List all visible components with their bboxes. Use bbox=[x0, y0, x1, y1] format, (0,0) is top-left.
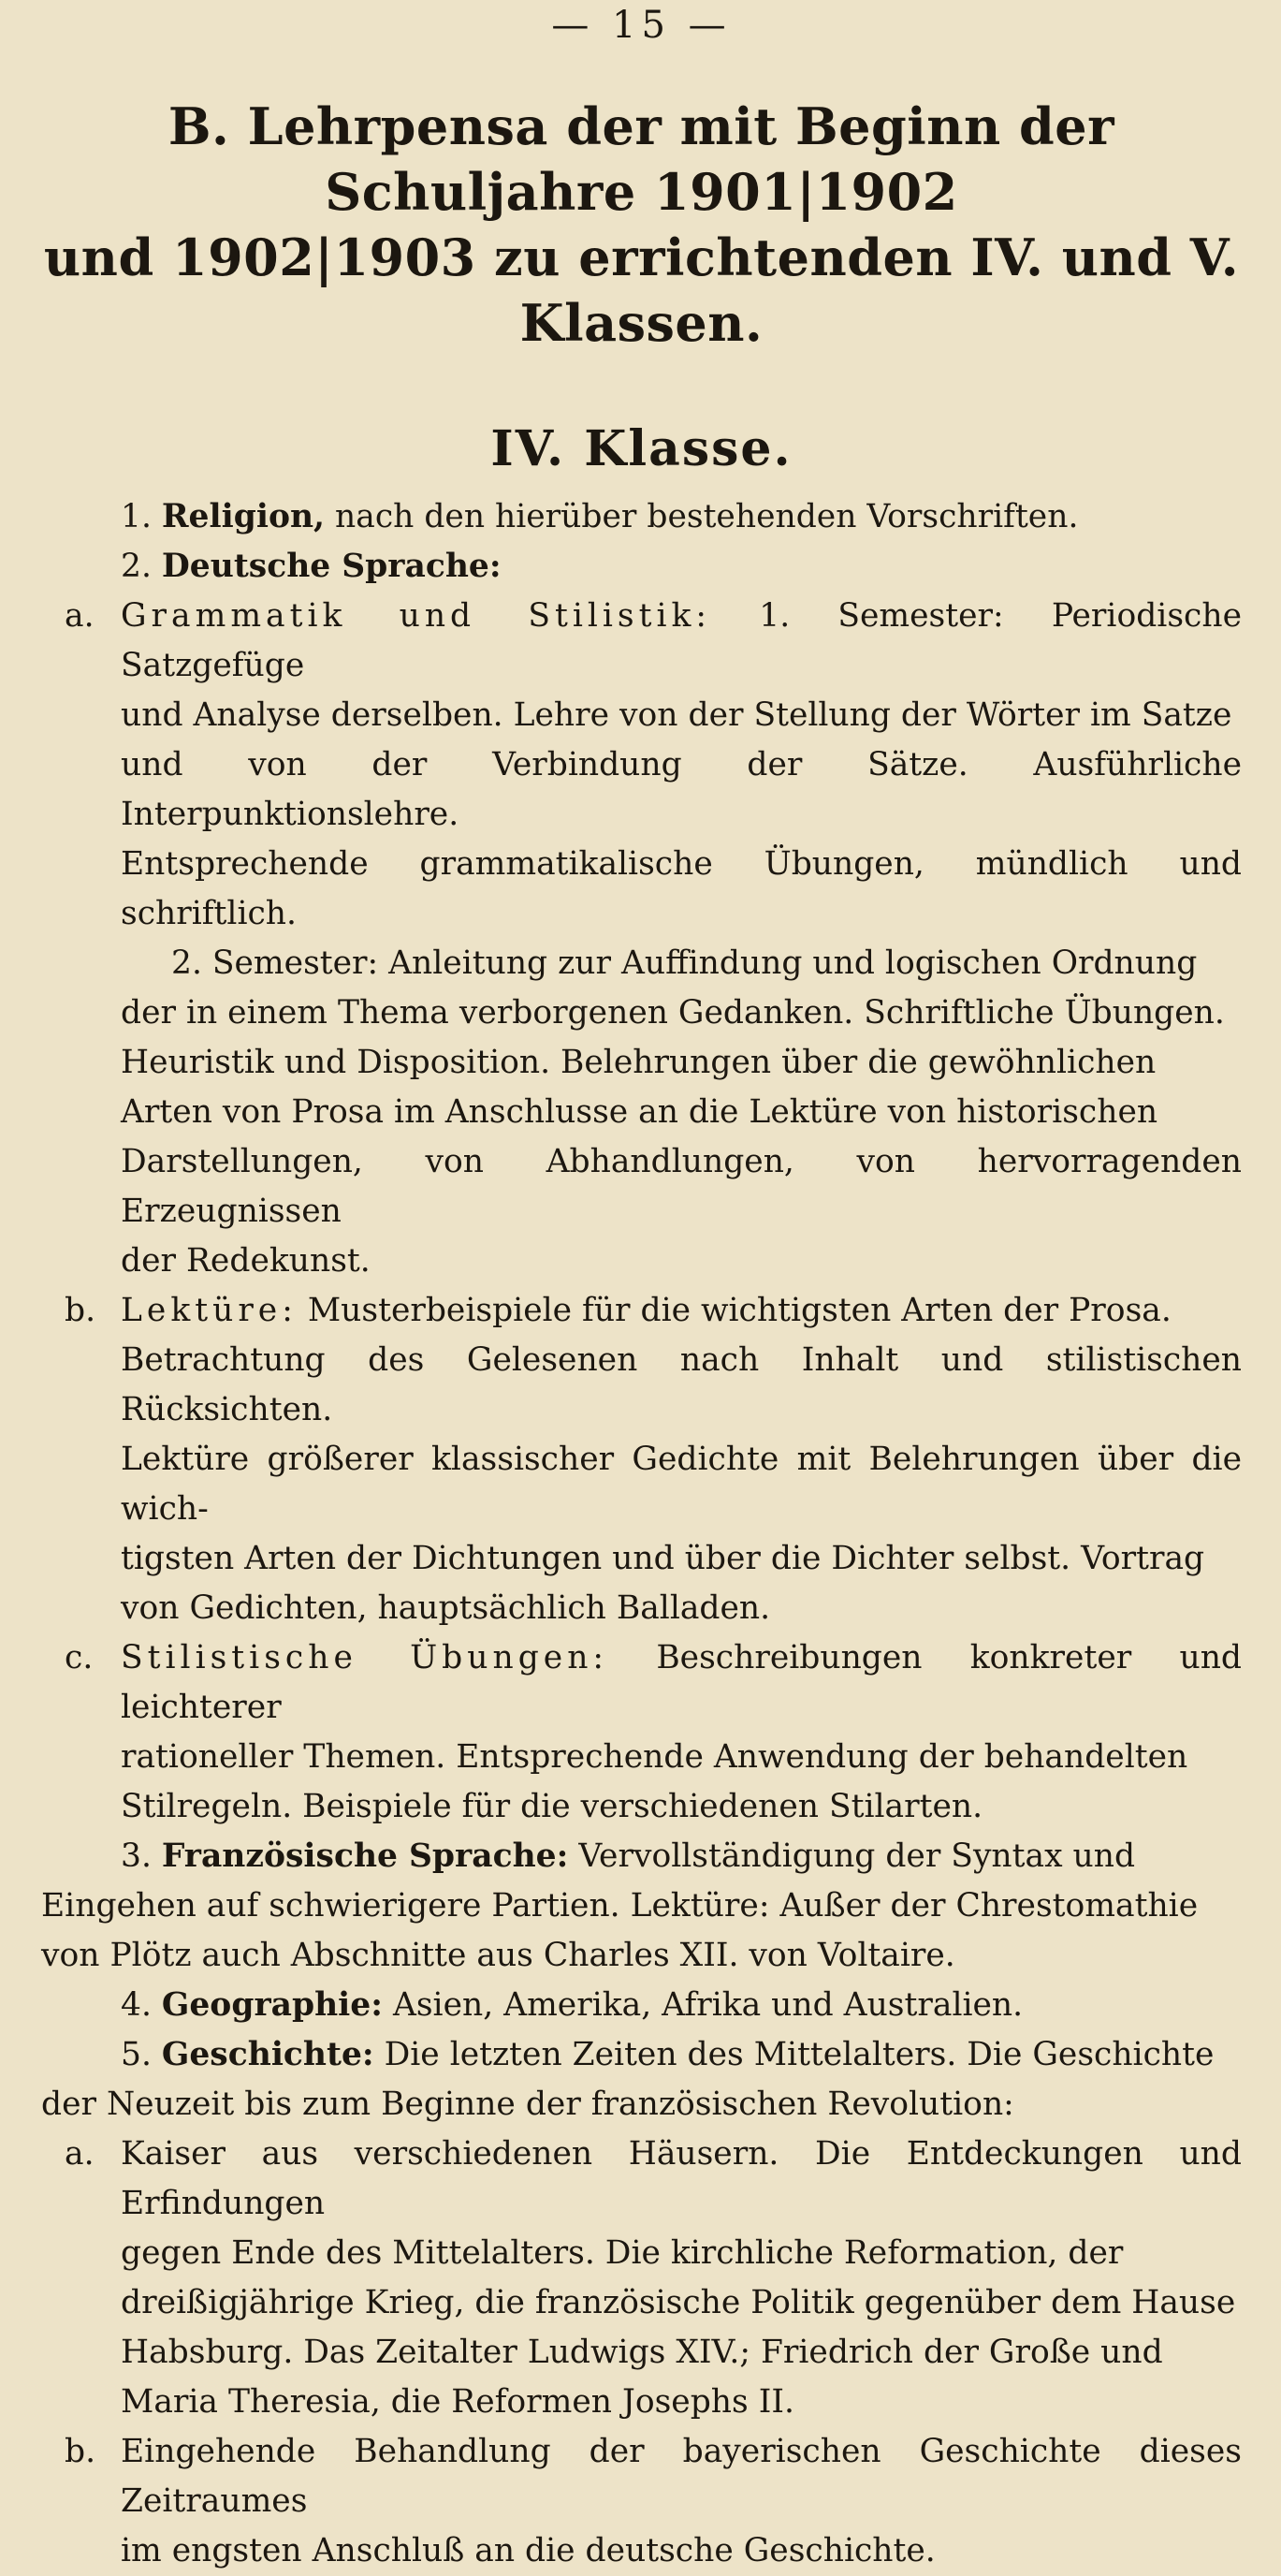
text-line: 2. Semester: Anleitung zur Auffindung und logischen Ordnung bbox=[171, 944, 1198, 982]
text-line: Stilregeln. Beispiele für die verschiedenen Stilarten. bbox=[121, 1788, 983, 1825]
sub-heading: Grammatik und Stilistik: bbox=[121, 597, 712, 635]
text-line: Arten von Prosa im Anschlusse an die Lektüre von historischen bbox=[121, 1093, 1158, 1131]
item-text: Asien, Amerika, Afrika und Australien. bbox=[392, 1986, 1024, 2024]
text-line: von Gedichten, hauptsächlich Balladen. bbox=[121, 1589, 771, 1627]
item-geo bbox=[41, 1981, 1242, 2030]
item-text: nach den hierüber bestehenden Vorschriften. bbox=[335, 498, 1079, 535]
sub-heading: Lektüre: bbox=[121, 1292, 298, 1329]
sub-label: b. bbox=[65, 2433, 96, 2470]
item-gesch bbox=[41, 2030, 1242, 2130]
title-line-1: B. Lehrpensa der mit Beginn der Schuljahre 1901|1902 bbox=[167, 96, 1115, 222]
text-line: im engsten Anschluß an die deutsche Geschichte. bbox=[121, 2532, 936, 2569]
text-line: der Neuzeit bis zum Beginne der französischen Revolution: bbox=[41, 2086, 1014, 2123]
page-number: — 15 — bbox=[551, 4, 732, 47]
item-number: 4. bbox=[121, 1986, 152, 2024]
deutsch-sub-a bbox=[41, 592, 1242, 1286]
sub-label: b. bbox=[65, 1292, 96, 1329]
item-number: 3. bbox=[121, 1837, 152, 1875]
text-line: rationeller Themen. Entsprechende Anwendung der behandelten bbox=[121, 1738, 1188, 1776]
text-line: Die letzten Zeiten des Mittelalters. Die Geschichte bbox=[384, 2036, 1215, 2073]
text-line: Musterbeispiele für die wichtigsten Arten der Prosa. bbox=[307, 1292, 1172, 1329]
text-line: Betrachtung des Gelesenen nach Inhalt und stilistischen Rücksichten. bbox=[121, 1341, 1242, 1428]
text-line: Entsprechende grammatikalische Übungen, mündlich und schriftlich. bbox=[121, 845, 1242, 932]
sub-heading: Stilistische Übungen: bbox=[121, 1639, 609, 1676]
text-line: tigsten Arten der Dichtungen und über die Dichter selbst. Vortrag bbox=[121, 1540, 1205, 1577]
item-number: 2. bbox=[121, 548, 152, 585]
sub-label: a. bbox=[65, 2135, 95, 2173]
deutsch-sub-c bbox=[41, 1633, 1242, 1832]
item-number: 5. bbox=[121, 2036, 152, 2073]
text-line: und von der Verbindung der Sätze. Ausführliche Interpunktionslehre. bbox=[121, 746, 1242, 833]
text-line: der in einem Thema verborgenen Gedanken. Schriftliche Übungen. bbox=[121, 994, 1225, 1032]
text-line: Maria Theresia, die Reformen Josephs II. bbox=[121, 2383, 794, 2421]
gesch-sub-b bbox=[41, 2427, 1242, 2576]
text-line: Eingehen auf schwierigere Partien. Lektüre: Außer der Chrestomathie bbox=[41, 1887, 1199, 1925]
item-number: 1. bbox=[121, 498, 152, 535]
deutsch-sub-b bbox=[41, 1286, 1242, 1633]
sub-label: a. bbox=[65, 597, 95, 635]
item-deutsch bbox=[41, 542, 1242, 592]
text-line: Vervollständigung der Syntax und bbox=[578, 1837, 1136, 1875]
text-line: Darstellungen, von Abhandlungen, von hervorragenden Erzeugnissen bbox=[121, 1143, 1242, 1230]
text-line: und Analyse derselben. Lehre von der Stellung der Wörter im Satze bbox=[121, 696, 1232, 734]
text-line: 1. Semester: Periodische Satzgefüge bbox=[121, 597, 1243, 684]
document-title bbox=[41, 94, 1242, 356]
item-franz bbox=[41, 1832, 1242, 1981]
sub-label: c. bbox=[65, 1639, 94, 1676]
item-heading: Französische Sprache: bbox=[161, 1837, 569, 1875]
item-heading: Geographie: bbox=[161, 1986, 383, 2024]
text-line: Eingehende Behandlung der bayerischen Geschichte dieses Zeitraumes bbox=[121, 2433, 1242, 2520]
text-line: von Plötz auch Abschnitte aus Charles XII. von Voltaire. bbox=[41, 1937, 955, 1974]
text-line: Beschreibungen konkreter und leichterer bbox=[121, 1639, 1243, 1726]
curriculum-body bbox=[41, 492, 1242, 2576]
title-line-2: und 1902|1903 zu errichtenden IV. und V. Klassen. bbox=[43, 227, 1240, 353]
text-line: gegen Ende des Mittelalters. Die kirchliche Reformation, der bbox=[121, 2234, 1124, 2272]
item-heading: Geschichte: bbox=[161, 2036, 374, 2073]
text-line: Heuristik und Disposition. Belehrungen über die gewöhnlichen bbox=[121, 1044, 1157, 1081]
text-line: Lektüre größerer klassischer Gedichte mit Belehrungen über die wich- bbox=[121, 1441, 1242, 1528]
gesch-sub-a bbox=[41, 2130, 1242, 2427]
item-heading: Deutsche Sprache: bbox=[161, 548, 502, 585]
text-line: dreißigjährige Krieg, die französische Politik gegenüber dem Hause bbox=[121, 2284, 1236, 2321]
text-line: Kaiser aus verschiedenen Häusern. Die Entdeckungen und Erfindungen bbox=[121, 2135, 1242, 2222]
text-line: der Redekunst. bbox=[121, 1242, 371, 1280]
item-heading: Religion, bbox=[161, 498, 326, 535]
section-title: IV. Klasse. bbox=[490, 420, 793, 477]
text-line: Habsburg. Das Zeitalter Ludwigs XIV.; Friedrich der Große und bbox=[121, 2334, 1163, 2371]
item-religion bbox=[41, 492, 1242, 542]
